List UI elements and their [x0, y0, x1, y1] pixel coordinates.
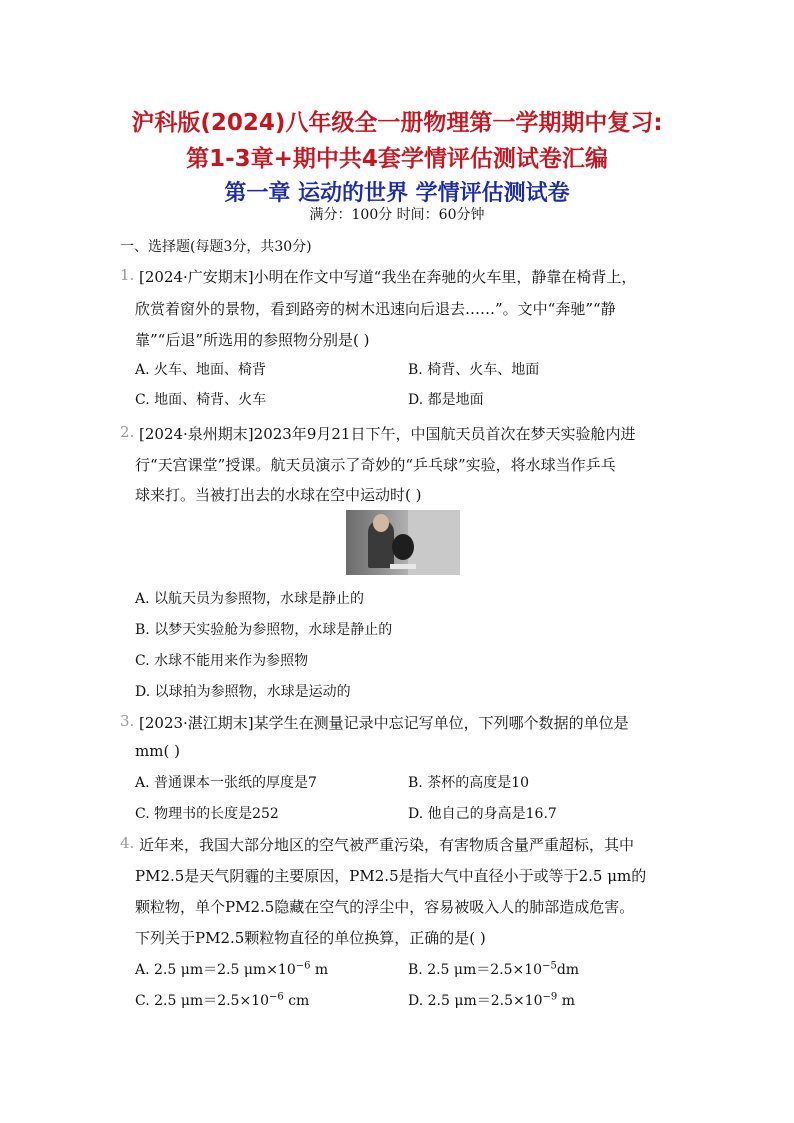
chapter-title: 第一章 运动的世界 学情评估测试卷	[224, 181, 570, 206]
question-text-line: [2024·泉州期末]2023年9月21日下午，中国航天员首次在梦天实验舱内进	[139, 425, 636, 443]
option-c: C. 地面、椅背、火车	[135, 392, 267, 408]
question-text-line: 行“天宫课堂”授课。航天员演示了奇妙的“乒乓球”实验，将水球当作乒乓	[135, 456, 616, 474]
option-d: D. 2.5 $\mu m=2.5\times 10^{-9}$ m	[408, 991, 576, 1009]
question-text-line: 靠”“后退”所选用的参照物分别是( )	[135, 331, 370, 349]
section-heading: 一、选择题(每题3分，共30分)	[120, 239, 312, 255]
question-text-line: 颗粒物，单个PM2.5隐藏在空气的浮尘中，容易被吸入人的肺部造成危害。	[135, 898, 635, 916]
option-b: B. 椅背、火车、地面	[408, 362, 540, 378]
question-text-line: [2023·湛江期末]某学生在测量记录中忘记写单位，下列哪个数据的单位是	[139, 714, 629, 732]
question-number: 1.	[120, 266, 135, 284]
astronaut-photo	[346, 510, 460, 575]
option-c: C. 水球不能用来作为参照物	[135, 653, 309, 669]
question-text-line: 下列关于PM2.5颗粒物直径的单位换算，正确的是( )	[135, 929, 486, 947]
option-c: C. 2.5 $\mu m=2.5\times 10^{-6}$ cm	[135, 991, 310, 1009]
option-c: C. 物理书的长度是252	[135, 806, 279, 822]
option-a: A. 普通课本一张纸的厚度是7	[135, 775, 317, 791]
question-text-line: [2024·广安期末]小明在作文中写道“我坐在奔驰的火车里，静靠在椅背上，	[139, 268, 637, 286]
question-text-line: PM2.5是天气阴霾的主要原因，PM2.5是指大气中直径小于或等于2.5 μm的	[135, 867, 647, 885]
option-b: B. 以梦天实验舱为参照物，水球是静止的	[135, 622, 393, 638]
option-b: B. 2.5 $\mu m=2.5\times 10^{-5}dm$	[408, 960, 580, 978]
question-number: 2.	[120, 423, 135, 441]
option-d: D. 他自己的身高是16.7	[408, 806, 557, 822]
question-text-line: 球来打。当被打出去的水球在空中运动时( )	[135, 486, 422, 504]
option-a: A. 火车、地面、椅背	[135, 362, 267, 378]
document-title-line1: 沪科版(2024)八年级全一册物理第一学期期中复习:	[131, 110, 663, 136]
document-title-line2: 第1-3章+期中共4套学情评估测试卷汇编	[186, 146, 608, 172]
question-text-line: mm( )	[135, 742, 180, 760]
question-number: 4.	[120, 834, 135, 852]
score-time-info: 满分：100分 时间：60分钟	[309, 207, 485, 223]
question-number: 3.	[120, 712, 135, 730]
option-d: D. 都是地面	[408, 392, 484, 408]
option-b: B. 茶杯的高度是10	[408, 775, 530, 791]
question-text-line: 近年来，我国大部分地区的空气被严重污染，有害物质含量严重超标，其中	[139, 836, 635, 854]
option-a: A. 2.5 μm＝2.5 $\mu m\times 10^{-6}$ m	[135, 960, 329, 978]
option-d: D. 以球拍为参照物，水球是运动的	[135, 684, 351, 700]
question-text-line: 欣赏着窗外的景物，看到路旁的树木迅速向后退去……”。文中“奔驰”“静	[135, 300, 616, 318]
option-a: A. 以航天员为参照物，水球是静止的	[135, 591, 365, 607]
